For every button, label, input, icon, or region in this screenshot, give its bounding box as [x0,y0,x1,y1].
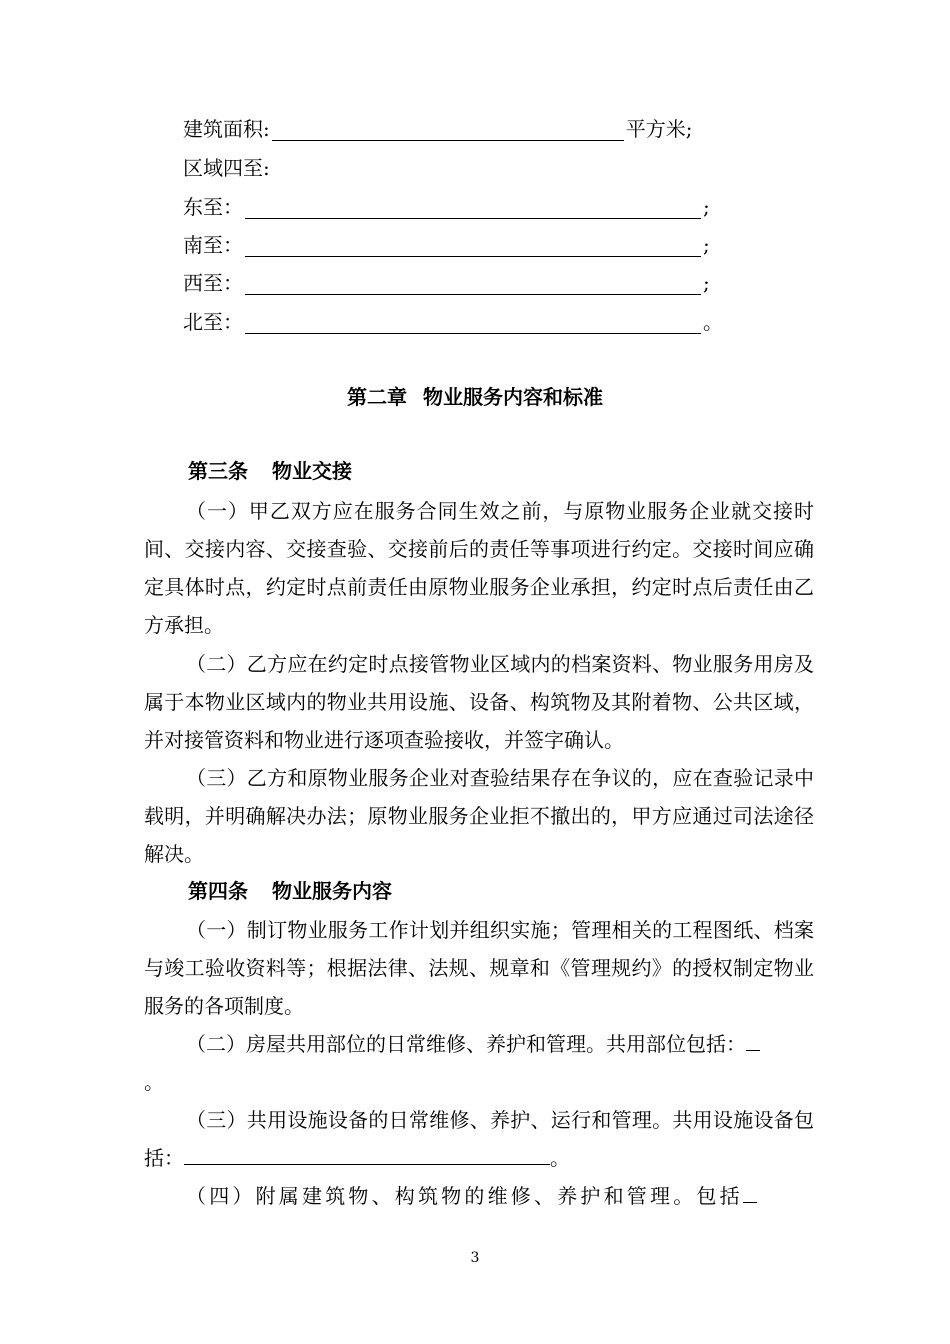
area-line [183,117,693,141]
south-blank [245,236,701,257]
article4-paragraph-4 [144,1177,814,1215]
north-label: 北至： [183,310,243,334]
west-blank [245,274,701,295]
article3-paragraph-2: （二）乙方应在约定时点接管物业区域内的档案资料、物业服务用房及属于本物业区域内的物业共用设施、设备、构筑物及其附着物、公共区域，并对接管资料和物业进行逐项查验接收，并签字确认。 [144,652,814,752]
article3-paragraph-1: （一）甲乙双方应在服务合同生效之前，与原物业服务企业就交接时间、交接内容、交接查验、交接前后的责任等事项进行约定。交接时间应确定具体时点，约定时点前责任由原物业服务企业承担，约定时点后责任由乙方承担。 [144,499,814,637]
area-unit: 平方米; [625,117,693,141]
article4-title: 物业服务内容 [272,879,392,903]
article4-heading [188,878,392,904]
south-label: 南至： [183,233,243,257]
article4-p4-text: （四）附属建筑物、构筑物的维修、养护和管理。包括 [186,1184,743,1208]
article4-paragraph-1: （一）制订物业服务工作计划并组织实施；管理相关的工程图纸、档案与竣工验收资料等；根据法律、法规、规章和《管理规约》的授权制定物业服务的各项制度。 [144,918,814,1018]
article4-p4-blank [743,1184,757,1203]
article3-title: 物业交接 [272,459,352,483]
article4-p3-text: （三）共用设施设备的日常维修、养护、运行和管理。共用设施设备包括： [144,1108,814,1170]
article4-paragraph-2 [144,1025,814,1101]
boundary-label: 区域四至: [183,156,270,180]
article4-p2-text: （二）房屋共用部位的日常维修、养护和管理。共用部位包括： [186,1032,746,1056]
east-label: 东至： [183,195,243,219]
boundary-line [183,156,270,180]
east-end: ; [703,195,710,219]
east-line [183,195,710,219]
article4-p3-blank [184,1146,550,1165]
north-end: 。 [703,310,723,334]
south-line [183,233,710,257]
article3-heading [188,458,352,484]
chapter-name: 物业服务内容和标准 [423,385,603,409]
article4-p3-end: 。 [550,1146,570,1170]
north-blank [245,313,701,334]
north-line [183,310,723,334]
west-label: 西至： [183,271,243,295]
chapter-title [0,384,950,410]
area-label: 建筑面积: [183,117,270,141]
article4-p2-blank [746,1032,760,1051]
area-blank [272,120,624,141]
east-blank [245,198,701,219]
article4-number: 第四条 [188,879,248,903]
west-end: ; [703,271,710,295]
west-line [183,271,710,295]
south-end: ; [703,233,710,257]
article4-paragraph-3 [144,1101,814,1177]
page-number: 3 [470,1250,480,1266]
article3-paragraph-3: （三）乙方和原物业服务企业对查验结果存在争议的，应在查验记录中载明，并明确解决办法；原物业服务企业拒不撤出的，甲方应通过司法途径解决。 [144,766,814,866]
chapter-number: 第二章 [347,385,407,409]
article3-number: 第三条 [188,459,248,483]
article4-p2-end: 。 [144,1070,164,1094]
